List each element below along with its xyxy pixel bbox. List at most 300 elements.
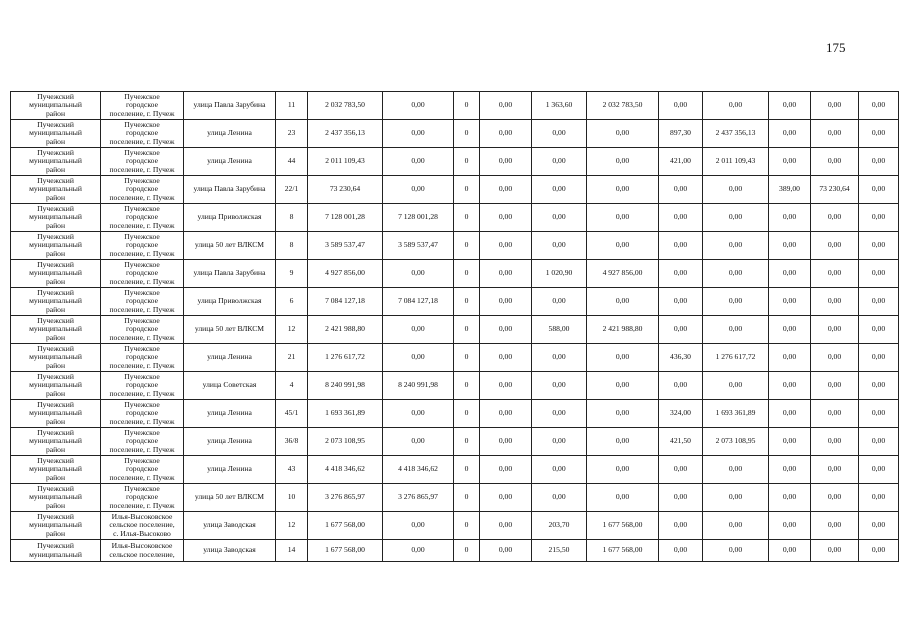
cell-house: 43 (276, 456, 308, 484)
cell-house: 8 (276, 204, 308, 232)
cell-v3: 0,00 (480, 316, 532, 344)
cell-line: Пучежский (37, 371, 74, 381)
table-row (11, 456, 899, 484)
cell-line: Пучежский (37, 259, 74, 269)
cell-street: улица Приволжская (184, 204, 276, 232)
cell-v8: 0,00 (769, 428, 811, 456)
cell-v8: 0,00 (769, 456, 811, 484)
cell-total: 3 589 537,47 (308, 232, 383, 260)
cell-street: улица Ленина (184, 400, 276, 428)
cell-v10: 0,00 (859, 484, 899, 512)
cell-street: улица Ленина (184, 456, 276, 484)
cell-line: район (45, 220, 66, 230)
cell-line: муниципальный (29, 464, 82, 474)
cell-v5: 0,00 (587, 484, 659, 512)
cell-v8: 0,00 (769, 344, 811, 372)
cell-line: Пучежский (37, 541, 74, 551)
cell-line: муниципальный (29, 520, 82, 530)
table-row (11, 232, 899, 260)
cell-v9: 0,00 (811, 120, 859, 148)
register-table (10, 91, 899, 562)
cell-v7: 0,00 (703, 456, 769, 484)
cell-line: поселение, г. Пучеж (109, 416, 175, 426)
cell-v1: 7 128 001,28 (383, 204, 454, 232)
cell-v7: 0,00 (703, 512, 769, 540)
cell-v4: 0,00 (532, 400, 587, 428)
cell-v1: 0,00 (383, 316, 454, 344)
cell-total: 7 084 127,18 (308, 288, 383, 316)
cell-district (11, 260, 101, 288)
cell-line: район (45, 388, 66, 398)
cell-v10: 0,00 (859, 400, 899, 428)
cell-district (11, 316, 101, 344)
cell-line: район (45, 304, 66, 314)
table-row (11, 148, 899, 176)
cell-v10: 0,00 (859, 232, 899, 260)
cell-v9: 0,00 (811, 232, 859, 260)
cell-v3: 0,00 (480, 456, 532, 484)
cell-line: поселение, г. Пучеж (109, 164, 175, 174)
cell-line: городское (126, 128, 158, 138)
cell-line: муниципальный (29, 436, 82, 446)
cell-line: Пучежский (37, 343, 74, 353)
cell-v6: 0,00 (659, 288, 703, 316)
cell-v9: 0,00 (811, 288, 859, 316)
cell-settlement (101, 456, 184, 484)
cell-line: сельское поселение, (109, 520, 175, 530)
cell-v5: 0,00 (587, 344, 659, 372)
cell-total: 1 276 617,72 (308, 344, 383, 372)
cell-line: Пучежское (124, 315, 160, 325)
cell-v7: 2 073 108,95 (703, 428, 769, 456)
cell-district (11, 120, 101, 148)
cell-district (11, 512, 101, 540)
cell-line: Пучежский (37, 455, 74, 465)
cell-v8: 0,00 (769, 372, 811, 400)
cell-v4: 0,00 (532, 148, 587, 176)
cell-house: 4 (276, 372, 308, 400)
cell-v2: 0 (454, 148, 480, 176)
cell-line: муниципальный (29, 380, 82, 390)
cell-v5: 0,00 (587, 204, 659, 232)
cell-line: Пучежский (37, 231, 74, 241)
cell-line: Пучежское (124, 343, 160, 353)
cell-v2: 0 (454, 316, 480, 344)
cell-total: 1 677 568,00 (308, 540, 383, 562)
cell-house: 14 (276, 540, 308, 562)
cell-line: муниципальный (29, 549, 82, 559)
cell-v7: 0,00 (703, 484, 769, 512)
cell-v9: 0,00 (811, 260, 859, 288)
cell-v9: 0,00 (811, 484, 859, 512)
table-row (11, 372, 899, 400)
cell-house: 12 (276, 316, 308, 344)
cell-v2: 0 (454, 512, 480, 540)
cell-total: 1 693 361,89 (308, 400, 383, 428)
cell-line: поселение, г. Пучеж (109, 444, 175, 454)
cell-line: поселение, г. Пучеж (109, 472, 175, 482)
cell-v2: 0 (454, 232, 480, 260)
cell-v9: 0,00 (811, 148, 859, 176)
cell-line: Пучежский (37, 175, 74, 185)
cell-line: муниципальный (29, 184, 82, 194)
cell-v6: 0,00 (659, 456, 703, 484)
cell-v10: 0,00 (859, 288, 899, 316)
cell-district (11, 232, 101, 260)
cell-line: Пучежский (37, 511, 74, 521)
cell-v6: 0,00 (659, 260, 703, 288)
table-row (11, 204, 899, 232)
cell-street: улица Павла Зарубина (184, 260, 276, 288)
cell-line: городское (126, 352, 158, 362)
cell-v3: 0,00 (480, 372, 532, 400)
cell-v8: 0,00 (769, 148, 811, 176)
table-row (11, 540, 899, 562)
table-row (11, 400, 899, 428)
cell-settlement (101, 400, 184, 428)
cell-v6: 0,00 (659, 232, 703, 260)
cell-total: 7 128 001,28 (308, 204, 383, 232)
cell-v6: 0,00 (659, 204, 703, 232)
cell-line: поселение, г. Пучеж (109, 304, 175, 314)
cell-line: муниципальный (29, 240, 82, 250)
cell-v3: 0,00 (480, 540, 532, 562)
cell-street: улица Павла Зарубина (184, 176, 276, 204)
cell-v1: 0,00 (383, 344, 454, 372)
cell-v10: 0,00 (859, 120, 899, 148)
cell-street: улица Ленина (184, 120, 276, 148)
cell-settlement (101, 204, 184, 232)
cell-v3: 0,00 (480, 176, 532, 204)
cell-street: улица Павла Зарубина (184, 92, 276, 120)
cell-line: Илья-Высоковское (111, 511, 173, 521)
cell-v3: 0,00 (480, 288, 532, 316)
cell-v6: 0,00 (659, 92, 703, 120)
cell-line: поселение, г. Пучеж (109, 136, 175, 146)
cell-v3: 0,00 (480, 92, 532, 120)
cell-v1: 0,00 (383, 540, 454, 562)
cell-v1: 8 240 991,98 (383, 372, 454, 400)
cell-v7: 2 011 109,43 (703, 148, 769, 176)
cell-v9: 0,00 (811, 92, 859, 120)
cell-v4: 1 363,60 (532, 92, 587, 120)
cell-v3: 0,00 (480, 232, 532, 260)
cell-line: район (45, 136, 66, 146)
cell-line: район (45, 332, 66, 342)
cell-line: Пучежский (37, 483, 74, 493)
cell-v5: 1 677 568,00 (587, 540, 659, 562)
cell-house: 10 (276, 484, 308, 512)
cell-v9: 0,00 (811, 204, 859, 232)
cell-v5: 2 421 988,80 (587, 316, 659, 344)
cell-v7: 0,00 (703, 540, 769, 562)
cell-v4: 588,00 (532, 316, 587, 344)
cell-district (11, 428, 101, 456)
cell-street: улица Ленина (184, 344, 276, 372)
cell-line: муниципальный (29, 492, 82, 502)
table-row (11, 176, 899, 204)
cell-line: Пучежское (124, 287, 160, 297)
cell-house: 44 (276, 148, 308, 176)
cell-v2: 0 (454, 176, 480, 204)
cell-v7: 0,00 (703, 372, 769, 400)
page-number: 175 (826, 40, 846, 55)
cell-line: муниципальный (29, 212, 82, 222)
cell-v7: 0,00 (703, 260, 769, 288)
cell-v1: 0,00 (383, 176, 454, 204)
cell-v4: 0,00 (532, 484, 587, 512)
cell-line: городское (126, 184, 158, 194)
cell-street: улица 50 лет ВЛКСМ (184, 232, 276, 260)
cell-total: 2 073 108,95 (308, 428, 383, 456)
cell-line: район (45, 360, 66, 370)
cell-v1: 0,00 (383, 92, 454, 120)
cell-line: городское (126, 436, 158, 446)
cell-line: городское (126, 492, 158, 502)
cell-v5: 0,00 (587, 400, 659, 428)
cell-street: улица Ленина (184, 148, 276, 176)
cell-v10: 0,00 (859, 148, 899, 176)
cell-line: район (45, 192, 66, 202)
cell-v8: 0,00 (769, 260, 811, 288)
cell-v4: 0,00 (532, 344, 587, 372)
cell-v3: 0,00 (480, 400, 532, 428)
cell-v10: 0,00 (859, 344, 899, 372)
cell-settlement (101, 512, 184, 540)
cell-line: район (45, 500, 66, 510)
cell-v2: 0 (454, 92, 480, 120)
cell-v8: 0,00 (769, 316, 811, 344)
cell-v3: 0,00 (480, 260, 532, 288)
cell-v2: 0 (454, 428, 480, 456)
cell-line: городское (126, 156, 158, 166)
cell-line: Пучежский (37, 203, 74, 213)
cell-v10: 0,00 (859, 428, 899, 456)
cell-v9: 0,00 (811, 512, 859, 540)
cell-line: поселение, г. Пучеж (109, 500, 175, 510)
cell-line: поселение, г. Пучеж (109, 388, 175, 398)
table-row (11, 92, 899, 120)
cell-line: муниципальный (29, 324, 82, 334)
cell-v5: 0,00 (587, 456, 659, 484)
cell-total: 2 421 988,80 (308, 316, 383, 344)
cell-line: муниципальный (29, 352, 82, 362)
cell-v4: 0,00 (532, 456, 587, 484)
cell-line: сельское поселение, (109, 549, 175, 559)
cell-v4: 0,00 (532, 428, 587, 456)
cell-line: поселение, г. Пучеж (109, 192, 175, 202)
cell-house: 21 (276, 344, 308, 372)
cell-street: улица Заводская (184, 512, 276, 540)
cell-district (11, 344, 101, 372)
cell-v4: 0,00 (532, 120, 587, 148)
cell-line: городское (126, 240, 158, 250)
cell-total: 2 437 356,13 (308, 120, 383, 148)
cell-v2: 0 (454, 204, 480, 232)
cell-v7: 1 276 617,72 (703, 344, 769, 372)
cell-v8: 0,00 (769, 484, 811, 512)
cell-total: 2 032 783,50 (308, 92, 383, 120)
cell-district (11, 400, 101, 428)
cell-street: улица Заводская (184, 540, 276, 562)
cell-line: Пучежский (37, 91, 74, 101)
cell-v10: 0,00 (859, 316, 899, 344)
cell-district (11, 372, 101, 400)
cell-line: городское (126, 324, 158, 334)
cell-v1: 0,00 (383, 260, 454, 288)
cell-line: Пучежский (37, 147, 74, 157)
cell-v8: 0,00 (769, 512, 811, 540)
cell-v1: 0,00 (383, 148, 454, 176)
cell-v8: 0,00 (769, 232, 811, 260)
cell-line: Пучежское (124, 399, 160, 409)
cell-v2: 0 (454, 288, 480, 316)
cell-v3: 0,00 (480, 120, 532, 148)
cell-v10: 0,00 (859, 372, 899, 400)
cell-v6: 0,00 (659, 540, 703, 562)
cell-v4: 0,00 (532, 288, 587, 316)
cell-district (11, 92, 101, 120)
cell-v9: 73 230,64 (811, 176, 859, 204)
cell-v5: 0,00 (587, 428, 659, 456)
cell-v6: 0,00 (659, 512, 703, 540)
cell-v5: 0,00 (587, 120, 659, 148)
cell-v6: 0,00 (659, 316, 703, 344)
cell-settlement (101, 540, 184, 562)
cell-line: район (45, 472, 66, 482)
cell-line: район (45, 164, 66, 174)
cell-line: Пучежское (124, 259, 160, 269)
cell-v9: 0,00 (811, 400, 859, 428)
cell-line: Пучежское (124, 483, 160, 493)
cell-v8: 0,00 (769, 288, 811, 316)
cell-total: 4 927 856,00 (308, 260, 383, 288)
cell-settlement (101, 428, 184, 456)
table-row (11, 484, 899, 512)
cell-house: 9 (276, 260, 308, 288)
table-row (11, 316, 899, 344)
cell-v7: 1 693 361,89 (703, 400, 769, 428)
table-row (11, 120, 899, 148)
cell-v5: 4 927 856,00 (587, 260, 659, 288)
cell-v3: 0,00 (480, 204, 532, 232)
cell-street: улица Ленина (184, 428, 276, 456)
cell-v7: 0,00 (703, 232, 769, 260)
cell-v3: 0,00 (480, 428, 532, 456)
cell-line: поселение, г. Пучеж (109, 332, 175, 342)
cell-v10: 0,00 (859, 512, 899, 540)
cell-v1: 0,00 (383, 428, 454, 456)
cell-line: Пучежский (37, 427, 74, 437)
cell-line: Илья-Высоковское (111, 541, 173, 551)
cell-v10: 0,00 (859, 540, 899, 562)
cell-settlement (101, 288, 184, 316)
cell-v2: 0 (454, 260, 480, 288)
cell-v2: 0 (454, 456, 480, 484)
cell-v9: 0,00 (811, 540, 859, 562)
cell-total: 1 677 568,00 (308, 512, 383, 540)
cell-v6: 897,30 (659, 120, 703, 148)
cell-v7: 0,00 (703, 92, 769, 120)
cell-line: муниципальный (29, 156, 82, 166)
cell-v8: 0,00 (769, 204, 811, 232)
cell-line: район (45, 444, 66, 454)
cell-line: поселение, г. Пучеж (109, 248, 175, 258)
cell-house: 6 (276, 288, 308, 316)
cell-line: муниципальный (29, 100, 82, 110)
cell-house: 11 (276, 92, 308, 120)
cell-line: поселение, г. Пучеж (109, 108, 175, 118)
cell-v3: 0,00 (480, 512, 532, 540)
cell-v1: 7 084 127,18 (383, 288, 454, 316)
cell-v1: 3 276 865,97 (383, 484, 454, 512)
cell-line: Пучежский (37, 315, 74, 325)
cell-v8: 0,00 (769, 92, 811, 120)
cell-v10: 0,00 (859, 92, 899, 120)
cell-line: Пучежское (124, 175, 160, 185)
cell-v4: 203,70 (532, 512, 587, 540)
cell-v1: 0,00 (383, 400, 454, 428)
cell-settlement (101, 316, 184, 344)
cell-v6: 436,30 (659, 344, 703, 372)
cell-v1: 0,00 (383, 120, 454, 148)
cell-house: 8 (276, 232, 308, 260)
cell-line: муниципальный (29, 296, 82, 306)
cell-total: 3 276 865,97 (308, 484, 383, 512)
cell-v2: 0 (454, 120, 480, 148)
cell-house: 45/1 (276, 400, 308, 428)
cell-settlement (101, 344, 184, 372)
cell-line: Пучежское (124, 119, 160, 129)
cell-house: 36/8 (276, 428, 308, 456)
cell-line: поселение, г. Пучеж (109, 220, 175, 230)
cell-v7: 0,00 (703, 288, 769, 316)
cell-v9: 0,00 (811, 316, 859, 344)
cell-v4: 0,00 (532, 176, 587, 204)
cell-v1: 4 418 346,62 (383, 456, 454, 484)
cell-line: муниципальный (29, 268, 82, 278)
cell-v5: 0,00 (587, 288, 659, 316)
cell-v6: 0,00 (659, 176, 703, 204)
cell-v4: 0,00 (532, 204, 587, 232)
cell-total: 8 240 991,98 (308, 372, 383, 400)
cell-v4: 0,00 (532, 232, 587, 260)
cell-v9: 0,00 (811, 428, 859, 456)
cell-line: Пучежское (124, 455, 160, 465)
cell-v10: 0,00 (859, 260, 899, 288)
cell-v7: 0,00 (703, 316, 769, 344)
cell-settlement (101, 260, 184, 288)
cell-v2: 0 (454, 400, 480, 428)
cell-line: с. Илья-Высоково (113, 528, 171, 538)
cell-house: 23 (276, 120, 308, 148)
cell-house: 12 (276, 512, 308, 540)
cell-total: 2 011 109,43 (308, 148, 383, 176)
cell-v2: 0 (454, 540, 480, 562)
cell-v10: 0,00 (859, 204, 899, 232)
cell-v1: 3 589 537,47 (383, 232, 454, 260)
cell-v3: 0,00 (480, 484, 532, 512)
cell-house: 22/1 (276, 176, 308, 204)
cell-v6: 0,00 (659, 372, 703, 400)
cell-v7: 0,00 (703, 176, 769, 204)
cell-v9: 0,00 (811, 372, 859, 400)
cell-district (11, 148, 101, 176)
cell-v8: 0,00 (769, 120, 811, 148)
cell-v2: 0 (454, 344, 480, 372)
cell-v8: 0,00 (769, 540, 811, 562)
cell-total: 73 230,64 (308, 176, 383, 204)
